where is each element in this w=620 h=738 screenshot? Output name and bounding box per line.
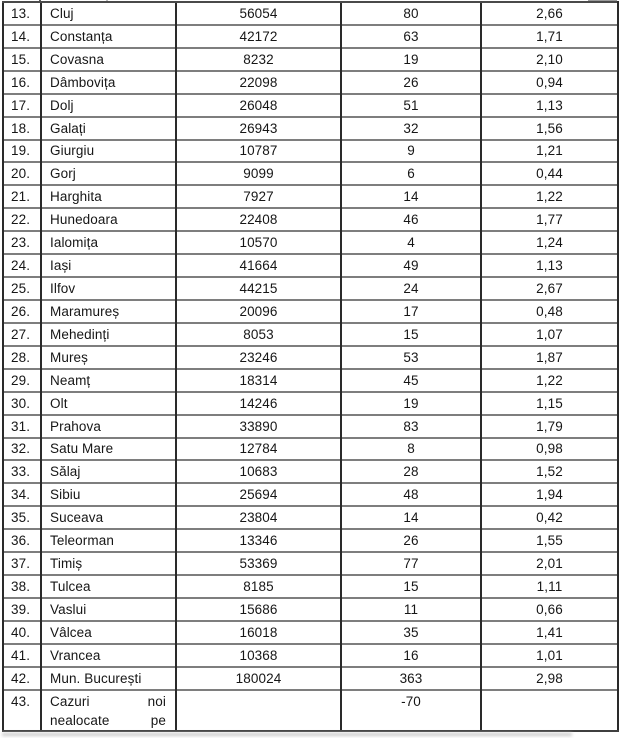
- cell-new-cases: 32: [341, 117, 481, 140]
- table-row: [3, 208, 618, 231]
- cell-incidence-rate: 1,52: [481, 460, 618, 483]
- cell-row-number: 34.: [3, 483, 41, 506]
- cell-row-number: 29.: [3, 369, 41, 392]
- table-row: [3, 483, 618, 506]
- cell-total-cases: 9099: [176, 162, 341, 185]
- table-row: [3, 644, 618, 667]
- cell-row-number: 40.: [3, 621, 41, 644]
- cell-incidence-rate: 0,94: [481, 71, 618, 94]
- cell-incidence-rate: 1,13: [481, 254, 618, 277]
- table-row: [3, 162, 618, 185]
- cell-incidence-rate: [481, 690, 618, 731]
- cell-incidence-rate: 1,21: [481, 140, 618, 163]
- table-row: [3, 529, 618, 552]
- cell-county-name: Iași: [41, 254, 176, 277]
- cell-row-number: 30.: [3, 392, 41, 415]
- cell-county-name: Ialomița: [41, 231, 176, 254]
- cell-row-number: 35.: [3, 506, 41, 529]
- cell-county-name: Galați: [41, 117, 176, 140]
- cell-new-cases: 49: [341, 254, 481, 277]
- cell-incidence-rate: 2,01: [481, 552, 618, 575]
- cell-total-cases: 10787: [176, 140, 341, 163]
- cell-county-name: Prahova: [41, 415, 176, 438]
- table-row: [3, 415, 618, 438]
- cell-total-cases: 14246: [176, 392, 341, 415]
- cell-county-name: Vâlcea: [41, 621, 176, 644]
- cell-total-cases: 8232: [176, 48, 341, 71]
- cell-county-name: Mun. București: [41, 667, 176, 690]
- cell-total-cases: 8053: [176, 323, 341, 346]
- table-row: [3, 552, 618, 575]
- table-body: [3, 2, 618, 731]
- cell-row-number: 24.: [3, 254, 41, 277]
- cell-incidence-rate: 1,94: [481, 483, 618, 506]
- cell-incidence-rate: 1,13: [481, 94, 618, 117]
- cell-total-cases: [176, 690, 341, 731]
- cell-incidence-rate: 2,67: [481, 277, 618, 300]
- cell-total-cases: 56054: [176, 2, 341, 25]
- cell-total-cases: 7927: [176, 185, 341, 208]
- cell-new-cases: 63: [341, 25, 481, 48]
- cell-total-cases: 33890: [176, 415, 341, 438]
- cell-total-cases: 10570: [176, 231, 341, 254]
- cell-county-name: Hunedoara: [41, 208, 176, 231]
- cell-total-cases: 26943: [176, 117, 341, 140]
- cell-row-number: 33.: [3, 460, 41, 483]
- cell-row-number: 42.: [3, 667, 41, 690]
- cell-total-cases: 10683: [176, 460, 341, 483]
- cell-row-number: 41.: [3, 644, 41, 667]
- cell-new-cases: 19: [341, 392, 481, 415]
- cell-row-number: 15.: [3, 48, 41, 71]
- table-row-unallocated: [3, 690, 618, 731]
- table-row: [3, 392, 618, 415]
- table-row: [3, 117, 618, 140]
- cell-incidence-rate: 1,15: [481, 392, 618, 415]
- cell-total-cases: 13346: [176, 529, 341, 552]
- cell-county-name: [41, 690, 176, 731]
- cell-row-number: 28.: [3, 346, 41, 369]
- cell-total-cases: 23804: [176, 506, 341, 529]
- cell-total-cases: 22098: [176, 71, 341, 94]
- cell-county-name: Neamț: [41, 369, 176, 392]
- cell-total-cases: 22408: [176, 208, 341, 231]
- cell-row-number: 19.: [3, 140, 41, 163]
- cell-total-cases: 8185: [176, 575, 341, 598]
- cell-incidence-rate: 0,44: [481, 162, 618, 185]
- cell-new-cases: 48: [341, 483, 481, 506]
- cell-row-number: 14.: [3, 25, 41, 48]
- cell-incidence-rate: 1,22: [481, 369, 618, 392]
- cell-row-number: 17.: [3, 94, 41, 117]
- cell-incidence-rate: 1,71: [481, 25, 618, 48]
- cell-row-number: 23.: [3, 231, 41, 254]
- cell-new-cases: 9: [341, 140, 481, 163]
- cell-new-cases: -70: [341, 690, 481, 731]
- table-row: [3, 506, 618, 529]
- cell-incidence-rate: 1,22: [481, 185, 618, 208]
- cell-new-cases: 6: [341, 162, 481, 185]
- justified-text-line: [50, 711, 166, 730]
- cell-total-cases: 42172: [176, 25, 341, 48]
- cell-incidence-rate: 0,48: [481, 300, 618, 323]
- cell-new-cases: 53: [341, 346, 481, 369]
- cell-new-cases: 4: [341, 231, 481, 254]
- cell-county-name: Gorj: [41, 162, 176, 185]
- county-statistics-table: [2, 1, 619, 732]
- cell-total-cases: 44215: [176, 277, 341, 300]
- cell-row-number: 39.: [3, 598, 41, 621]
- cell-county-name: Tulcea: [41, 575, 176, 598]
- cell-row-number: 26.: [3, 300, 41, 323]
- cell-row-number: 21.: [3, 185, 41, 208]
- table-row: [3, 231, 618, 254]
- cell-incidence-rate: 1,07: [481, 323, 618, 346]
- cell-row-number: 13.: [3, 2, 41, 25]
- cell-total-cases: 53369: [176, 552, 341, 575]
- cell-incidence-rate: 1,77: [481, 208, 618, 231]
- cell-county-name: Vaslui: [41, 598, 176, 621]
- cell-incidence-rate: 2,10: [481, 48, 618, 71]
- cell-new-cases: 51: [341, 94, 481, 117]
- cell-county-name: Suceava: [41, 506, 176, 529]
- cell-incidence-rate: 1,55: [481, 529, 618, 552]
- cell-row-number: 25.: [3, 277, 41, 300]
- cell-row-number: 16.: [3, 71, 41, 94]
- cell-row-number: 31.: [3, 415, 41, 438]
- table-row: [3, 369, 618, 392]
- cell-total-cases: 180024: [176, 667, 341, 690]
- cell-row-number: 27.: [3, 323, 41, 346]
- cell-incidence-rate: 2,66: [481, 2, 618, 25]
- cell-county-name: Olt: [41, 392, 176, 415]
- cell-new-cases: 17: [341, 300, 481, 323]
- cell-incidence-rate: 1,79: [481, 415, 618, 438]
- cell-new-cases: 16: [341, 644, 481, 667]
- cell-new-cases: 8: [341, 438, 481, 461]
- cell-total-cases: 15686: [176, 598, 341, 621]
- cell-county-name: Giurgiu: [41, 140, 176, 163]
- cell-row-number: 38.: [3, 575, 41, 598]
- cell-incidence-rate: 1,87: [481, 346, 618, 369]
- cell-new-cases: 14: [341, 185, 481, 208]
- justified-text-line: [50, 692, 166, 711]
- table-row: [3, 346, 618, 369]
- cell-county-name: Sibiu: [41, 483, 176, 506]
- cell-total-cases: 16018: [176, 621, 341, 644]
- table-row: [3, 667, 618, 690]
- cell-total-cases: 20096: [176, 300, 341, 323]
- cell-incidence-rate: 1,56: [481, 117, 618, 140]
- cell-new-cases: 363: [341, 667, 481, 690]
- cell-county-name: Sălaj: [41, 460, 176, 483]
- cell-incidence-rate: 1,01: [481, 644, 618, 667]
- cell-county-name: Teleorman: [41, 529, 176, 552]
- cell-total-cases: 12784: [176, 438, 341, 461]
- cell-total-cases: 10368: [176, 644, 341, 667]
- cell-total-cases: 25694: [176, 483, 341, 506]
- cell-new-cases: 26: [341, 529, 481, 552]
- cell-incidence-rate: 0,98: [481, 438, 618, 461]
- cell-new-cases: 15: [341, 323, 481, 346]
- cell-county-name: Maramureș: [41, 300, 176, 323]
- table-row: [3, 94, 618, 117]
- cell-new-cases: 83: [341, 415, 481, 438]
- cell-county-name: Timiș: [41, 552, 176, 575]
- cell-new-cases: 14: [341, 506, 481, 529]
- cell-total-cases: 23246: [176, 346, 341, 369]
- cell-new-cases: 19: [341, 48, 481, 71]
- cell-county-name: Harghita: [41, 185, 176, 208]
- table-row: [3, 254, 618, 277]
- cell-county-name: Mureș: [41, 346, 176, 369]
- cell-row-number: 18.: [3, 117, 41, 140]
- table-row: [3, 323, 618, 346]
- cell-total-cases: 26048: [176, 94, 341, 117]
- cell-total-cases: 41664: [176, 254, 341, 277]
- table-row: [3, 2, 618, 25]
- cell-county-name: Vrancea: [41, 644, 176, 667]
- table-row: [3, 71, 618, 94]
- cell-new-cases: 45: [341, 369, 481, 392]
- cell-row-number: 20.: [3, 162, 41, 185]
- cell-new-cases: 11: [341, 598, 481, 621]
- cell-row-number: 32.: [3, 438, 41, 461]
- cell-incidence-rate: 1,24: [481, 231, 618, 254]
- word: nealocate: [50, 712, 110, 728]
- cell-total-cases: 18314: [176, 369, 341, 392]
- cell-county-name: Cluj: [41, 2, 176, 25]
- cell-incidence-rate: 0,42: [481, 506, 618, 529]
- table-row: [3, 48, 618, 71]
- cell-county-name: Ilfov: [41, 277, 176, 300]
- table-row: [3, 277, 618, 300]
- cell-incidence-rate: 1,41: [481, 621, 618, 644]
- word: pe: [150, 712, 166, 728]
- cell-new-cases: 26: [341, 71, 481, 94]
- cell-new-cases: 28: [341, 460, 481, 483]
- table-row: [3, 575, 618, 598]
- cell-new-cases: 15: [341, 575, 481, 598]
- table-row: [3, 438, 618, 461]
- table-row: [3, 300, 618, 323]
- cell-incidence-rate: 2,98: [481, 667, 618, 690]
- word: Cazuri: [50, 693, 90, 709]
- cell-new-cases: 24: [341, 277, 481, 300]
- cell-row-number: 22.: [3, 208, 41, 231]
- word: noi: [147, 693, 166, 709]
- cell-row-number: 43.: [3, 690, 41, 731]
- cell-county-name: Constanța: [41, 25, 176, 48]
- table-row: [3, 621, 618, 644]
- table-row: [3, 185, 618, 208]
- table-row: [3, 460, 618, 483]
- cell-new-cases: 77: [341, 552, 481, 575]
- cell-county-name: Satu Mare: [41, 438, 176, 461]
- cell-county-name: Mehedinți: [41, 323, 176, 346]
- cell-new-cases: 46: [341, 208, 481, 231]
- cell-incidence-rate: 1,11: [481, 575, 618, 598]
- table-row: [3, 140, 618, 163]
- table-row: [3, 25, 618, 48]
- cell-county-name: Covasna: [41, 48, 176, 71]
- cell-new-cases: 80: [341, 2, 481, 25]
- cell-row-number: 36.: [3, 529, 41, 552]
- table-row: [3, 598, 618, 621]
- cell-new-cases: 35: [341, 621, 481, 644]
- cell-row-number: 37.: [3, 552, 41, 575]
- cell-county-name: Dolj: [41, 94, 176, 117]
- cell-incidence-rate: 0,66: [481, 598, 618, 621]
- cell-county-name: Dâmbovița: [41, 71, 176, 94]
- scan-artifact: [2, 733, 572, 736]
